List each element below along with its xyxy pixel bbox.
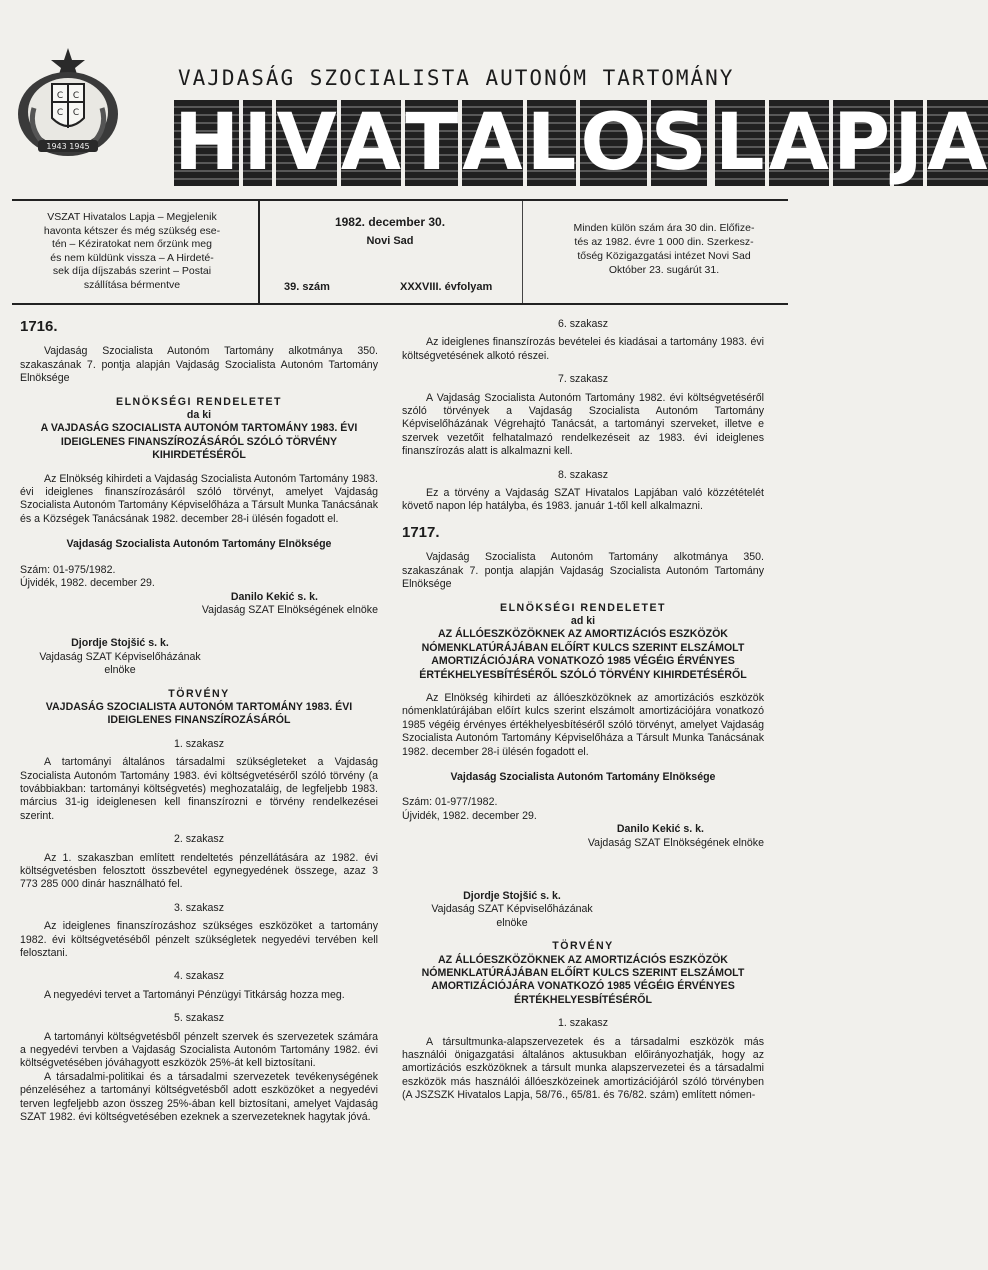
decree-title: ELNÖKSÉGI RENDELETET <box>116 395 282 408</box>
signer-name: Danilo Kekić s. k. <box>230 590 318 603</box>
svg-text:C: C <box>56 91 64 101</box>
region-title: VAJDASÁG SZOCIALISTA AUTONÓM TARTOMÁNY <box>178 66 735 90</box>
title-letter: T <box>405 98 459 188</box>
reference-place-date: Újvidék, 1982. december 29. <box>20 577 155 590</box>
section-title: 1. szakasz <box>557 1017 609 1030</box>
title-letter: S <box>650 98 707 188</box>
section-text: A negyedévi tervet a Tartományi Pénzügyi Titkárság hozza meg. <box>44 988 345 1001</box>
title-letter: H <box>174 98 240 188</box>
section-title: 2. szakasz <box>173 833 225 846</box>
signer-title: Vajdaság SZAT Elnökségének elnöke <box>201 603 378 616</box>
title-letter: V <box>276 98 337 188</box>
signer-title: elnöke <box>104 664 136 677</box>
signer-title: Vajdaság SZAT Elnökségének elnöke <box>587 836 764 849</box>
left-column <box>20 316 378 1125</box>
signer-title: elnöke <box>496 916 528 929</box>
section-title: 8. szakasz <box>557 468 609 481</box>
legal-basis: Vajdaság Szocialista Autonóm Tartomány alkotmánya 350. szakaszának 7. pontja alapján Vajdaság Szocialista Autonóm Tartomány Elnöksége <box>20 345 378 385</box>
section-text: A Vajdaság Szocialista Autonóm Tartomány 1982. évi költségvetéséről szóló törvények a Vajdaság Szocialista Autonóm Tartomány Képviselőházának Végrehajtó Tanácsát, a tartományi szerveket, illetve e szervek vezetőit felhatalmazó rendelkezéseit az 1983. évi ideiglenes finanszírozás alatt is alkalmazni kell. <box>402 391 764 458</box>
masthead <box>0 0 988 200</box>
issue-date: 1982. december 30. <box>334 215 446 229</box>
rule-bottom <box>12 303 788 305</box>
right-column <box>402 316 764 1103</box>
document-number: 1717. <box>402 523 440 541</box>
title-letter: A <box>768 98 829 188</box>
section-title: 7. szakasz <box>557 373 609 386</box>
signer-name: Djordje Stojšić s. k. <box>71 637 169 650</box>
title-letter: O <box>580 98 647 188</box>
title-letter: L <box>526 98 577 188</box>
svg-text:C: C <box>72 91 80 101</box>
divider <box>258 201 260 303</box>
issue-city: Novi Sad <box>366 235 414 247</box>
decree-subtitle: da ki <box>186 409 212 422</box>
info-left-line: és nem küldünk vissza – A Hirdeté- <box>50 251 214 264</box>
section-text: A tartományi általános társadalmi szükségleteket a Vajdaság Szocialista Autonóm Tartomány 1983. évi költségvetéséről szóló törvény (a továbbiakban: tartományi költségvetés) meghozataláig, de legfeljebb 1983. március 31-ig ideiglenesen kell finanszírozni e törvény rendelkezései szerint. <box>20 756 378 822</box>
signer-name: Danilo Kekić s. k. <box>616 823 704 836</box>
signer-title: Vajdaság SZAT Képviselőházának <box>431 903 593 916</box>
info-left-line: tén – Kéziratokat nem őrzünk meg <box>52 238 212 250</box>
legal-basis: Vajdaság Szocialista Autonóm Tartomány alkotmánya 350. szakaszának 7. pontja alapján Vajdaság Szocialista Autonóm Tartomány Elnöksége <box>402 551 764 591</box>
law-title: AZ ÁLLÓESZKÖZÖKNEK AZ AMORTIZÁCIÓS ESZKÖZÖK NÓMENKLATÚRÁJÁBAN ELŐÍRT KULCS SZERINT ELSZÁMOLT AMORTIZÁCIÓJÁRA VONATKOZÓ 1985 VÉGÉIG ÉRVÉNYES ÉRTÉKHELYESBÍTÉSÉRŐL <box>421 953 745 1006</box>
promulgation-title: A VAJDASÁG SZOCIALISTA AUTONÓM TARTOMÁNY 1983. ÉVI IDEIGLENES FINANSZÍROZÁSÁRÓL SZÓLÓ TÖRVÉNY KIHIRDETÉSÉRŐL <box>40 422 358 462</box>
title-letter: J <box>894 98 924 188</box>
decree-title: ELNÖKSÉGI RENDELETET <box>500 601 666 614</box>
subscription-info <box>540 221 788 277</box>
reference-number: Szám: 01-975/1982. <box>20 563 116 576</box>
publication-info <box>14 211 250 292</box>
issuer: Vajdaság Szocialista Autonóm Tartomány Elnöksége <box>450 770 716 783</box>
section-title: 5. szakasz <box>173 1012 225 1025</box>
info-right-line: tőség Közigazgatási intézet Novi Sad <box>577 250 751 262</box>
title-letter: L <box>714 98 765 188</box>
section-title: 4. szakasz <box>173 970 225 983</box>
section-text: Az ideiglenes finanszírozáshoz szükséges eszközöket a tartomány 1982. évi költségvetéséből pénzelt szükségletek negyedévi tervében kell felosztani. <box>20 920 378 960</box>
section-text: Az ideiglenes finanszírozás bevételei és kiadásai a tartomány 1983. évi költségvetésének alkotó részei. <box>402 336 764 362</box>
paper-title <box>172 98 988 188</box>
info-left-line: havonta kétszer és még szükség ese- <box>43 224 221 237</box>
issuer: Vajdaság Szocialista Autonóm Tartomány Elnöksége <box>66 538 332 551</box>
promulgation-text: Az Elnökség kihirdeti a Vajdaság Szocialista Autonóm Tartomány 1983. évi ideiglenes finanszírozásáról szóló törvényt, amelyet Vajdaság Szocialista Autonóm Tartomány Képviselőháza a Társult Munka Tanácsának és a Községek Tanácsának 1982. december 28-i ülésén fogadott el. <box>20 472 378 525</box>
signer-name: Djordje Stojšić s. k. <box>463 890 561 902</box>
promulgation-title: AZ ÁLLÓESZKÖZÖKNEK AZ AMORTIZÁCIÓS ESZKÖZÖK NÓMENKLATÚRÁJÁBAN ELŐÍRT KULCS SZERINT ELSZÁMOLT AMORTIZÁCIÓJÁRA VONATKOZÓ 1985 VÉGÉIG ÉRVÉNYES ÉRTÉKHELYESBÍTÉSÉRŐL SZÓLÓ TÖRVÉNY KIHIRDETÉSÉRŐL <box>419 628 747 681</box>
title-letter: I <box>243 98 273 188</box>
promulgation-text: Az Elnökség kihirdeti az állóeszközöknek az amortizációs eszközök nómenklatúrájában előírt kulcs szerint elszámolt amortizációjára vonatkozó 1985 végéig érvényes értékhelyesbítéséről szóló törvényt, amelyet Vajdaság Szocialista Autonóm Tartomány Képviselőháza a Társult Munka Tanácsának 1982. december 28-i ülésén fogadott el. <box>402 691 764 758</box>
info-right-line: Október 23. sugárút 31. <box>608 264 720 276</box>
title-letter: A <box>340 98 402 188</box>
issue-number: 39. szám <box>284 281 330 293</box>
info-left-line: szállítása bérmentve <box>83 278 181 291</box>
reference-place-date: Újvidék, 1982. december 29. <box>402 809 537 822</box>
svg-text:C: C <box>56 108 64 118</box>
info-left-line: sek díja díjszabás szerint – Postai <box>52 265 212 277</box>
info-left-line: VSZAT Hivatalos Lapja – Megjelenik <box>47 211 217 223</box>
issue-volume: XXXVIII. évfolyam <box>400 281 493 293</box>
section-title: 6. szakasz <box>557 318 609 330</box>
law-title: VAJDASÁG SZOCIALISTA AUTONÓM TARTOMÁNY 1983. ÉVI IDEIGLENES FINANSZÍROZÁSÁRÓL <box>45 700 353 727</box>
section-text: Ez a törvény a Vajdaság SZAT Hivatalos Lapjában való közzétételét követő napon lép hatályba, és 1983. január 1-től kell alkalmazni. <box>402 487 764 513</box>
info-bar <box>0 201 800 303</box>
section-text: Az 1. szakaszban említett rendeltetés pénzellátására az 1982. évi költségvetésben felosztott összbevétel egynegyedének összege, azaz 3 773 285 000 dinár használható fel. <box>20 851 378 891</box>
document-number: 1716. <box>20 318 58 335</box>
svg-text:1943 1945: 1943 1945 <box>46 142 90 151</box>
section-title: 1. szakasz <box>173 737 225 750</box>
title-letter: P <box>832 98 891 188</box>
info-right-line: tés az 1982. évre 1 000 din. Szerkesz- <box>574 236 754 248</box>
signer-title: Vajdaság SZAT Képviselőházának <box>39 650 201 663</box>
title-letter: A <box>927 98 988 188</box>
title-letter: A <box>462 98 523 188</box>
decree-subtitle: ad ki <box>570 614 596 627</box>
section-title: 3. szakasz <box>173 901 225 914</box>
section-text: A társadalmi-politikai és a társadalmi szervezetek tevékenységének pénzeléséhez a tartományi költségvetésből adott eszközöket a negyedévi terven legfeljebb azon összeg 25%-ában kell biztosítani, amelyet Vajdaság SZAT 1982. évi költségvetésében ezeknek a szervezeteknek hagytak jóvá. <box>20 1070 378 1124</box>
law-heading: TÖRVÉNY <box>552 940 614 953</box>
coat-of-arms-emblem <box>14 44 122 160</box>
reference-number: Szám: 01-977/1982. <box>402 796 498 809</box>
info-right-line: Minden külön szám ára 30 din. Előfize- <box>573 222 755 234</box>
section-text: A tartományi költségvetésből pénzelt szervek és szervezetek számára a negyedévi tervben a Vajdaság Szocialista Autonóm Tartomány 1982. évi költségvetésében jóváhagyott eszközök 25%-át kell biztosítani. <box>20 1030 378 1070</box>
divider <box>522 201 523 303</box>
svg-text:C: C <box>72 108 80 118</box>
section-text: A társultmunka-alapszervezetek és a társadalmi eszközök más használói önigazgatási általános aktusukban előirányozhatják, hogy az amortizációs eszközöknek a társult munka alapszervezetei és a társadalmi eszközök más használói állóeszközeinek amortizációjáról szóló törvényben (A JSZSZK Hivatalos Lapja, 58/76., 65/81. és 76/82. szám) említett nómen- <box>402 1035 764 1102</box>
law-heading: TÖRVÉNY <box>168 687 230 700</box>
